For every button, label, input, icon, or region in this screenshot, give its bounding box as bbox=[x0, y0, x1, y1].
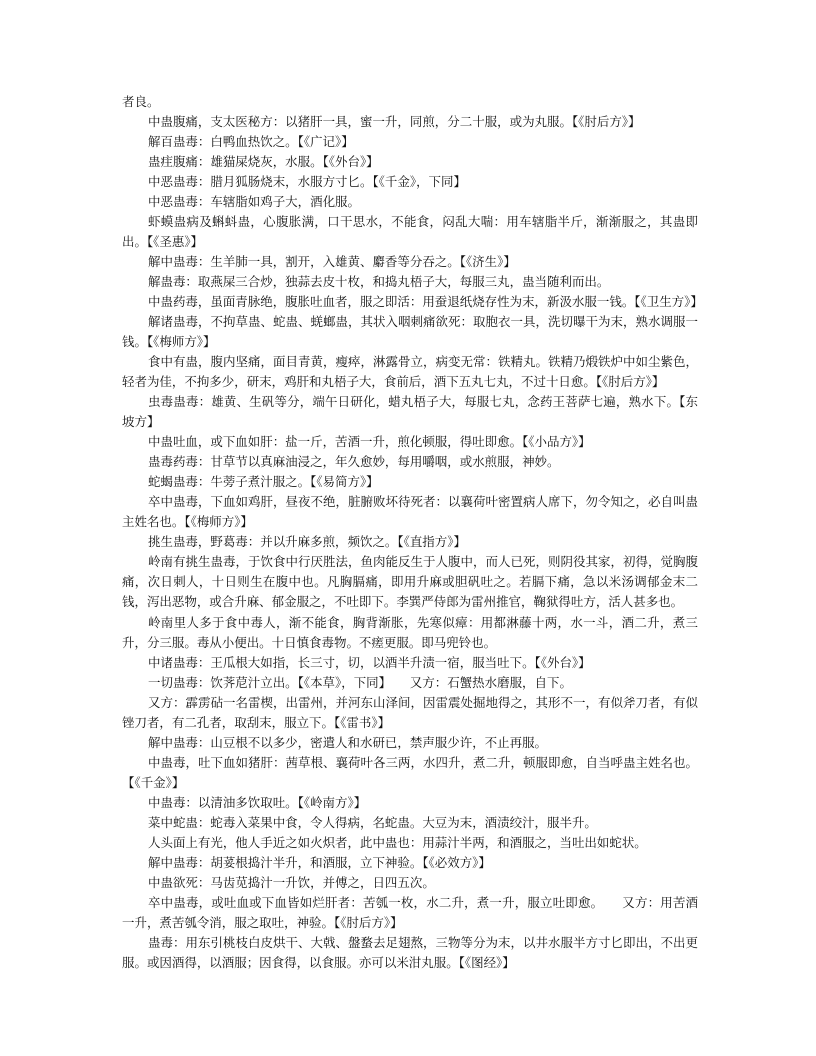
paragraph: 人头面上有光，他人手近之如火炽者，此中蛊也：用蒜汁半两，和酒服之，当吐出如蛇状。 bbox=[148, 835, 647, 850]
paragraph: 蛇蝎蛊毒：牛蒡子煮汁服之。【《易简方》】 bbox=[148, 474, 379, 489]
paragraph: 中蛊药毒，虽面青脉绝，腹胀吐血者，服之即活：用蚕退纸烧存性为末，新汲水服一钱。【《卫生方》】 bbox=[148, 294, 703, 309]
paragraph: 菜中蛇蛊：蛇毒入菜果中食，令人得病，名蛇蛊。大豆为末，酒渍绞汁，服半升。 bbox=[148, 815, 597, 830]
paragraph: 中恶蛊毒：车辖脂如鸡子大，酒化服。 bbox=[148, 194, 360, 209]
paragraph: 中蛊吐血，或下血如肝：盐一斤，苦酒一升，煎化顿服，得吐即愈。【《小品方》】 bbox=[148, 434, 591, 449]
paragraph: 食中有蛊，腹内坚痛，面目青黄，瘦瘁，淋露骨立，病变无常：铁精丸。铁精乃煅铁炉中如尘紫色，轻者为佳，不拘多少，研末，鸡肝和丸梧子大，食前后，酒下五丸七丸，不过十日愈。【《肘后方》】 bbox=[122, 354, 698, 390]
paragraph: 解中蛊毒：胡荽根捣汁半升，和酒服，立下神验。【《必效方》】 bbox=[148, 855, 491, 870]
paragraph: 又方：霹雳砧一名雷楔，出雷州，并河东山泽间，因雷震处掘地得之，其形不一，有似斧刀者，有似锉刀者，有二孔者，取刮末，服立下。【《雷书》】 bbox=[122, 695, 698, 731]
paragraph: 卒中蛊毒，或吐血或下血皆如烂肝者：苦瓠一枚，水二升，煮一升，服立吐即愈。 又方：用苦酒一升，煮苦瓠令消，服之取吐，神验。【《肘后方》】 bbox=[122, 895, 698, 931]
paragraph: 解百蛊毒：白鸭血热饮之。【《广记》】 bbox=[148, 134, 354, 149]
paragraph: 解诸蛊毒，不拘草蛊、蛇蛊、蜣螂蛊，其状入咽刺痛欲死：取胞衣一具，洗切曝干为末，熟水调服一钱。【《梅师方》】 bbox=[122, 314, 698, 350]
paragraph: 中蛊毒，吐下血如猪肝：茜草根、襄荷叶各三两，水四升，煮二升，顿服即愈，自当呼蛊主姓名也。【《千金》】 bbox=[122, 755, 698, 791]
paragraph: 中蛊欲死：马齿苋捣汁一升饮，并傅之，日四五次。 bbox=[148, 875, 435, 890]
paragraph: 岭南有挑生蛊毒，于饮食中行厌胜法，鱼肉能反生于人腹中，而人已死，则阴役其家，初得，觉胸腹痛，次日刺人，十日则生在腹中也。凡胸膈痛，即用升麻或胆矾吐之。若膈下痛，急以米汤调郁金末二钱，泻出恶物，或合升麻、郁金服之，不吐即下。李巽严侍郎为雷州推官，鞠狱得吐方，活人甚多也。 bbox=[122, 554, 698, 610]
paragraph: 蛊疰腹痛：雄猫屎烧灰，水服。【《外台》】 bbox=[148, 154, 379, 169]
paragraph: 解中蛊毒：山豆根不以多少，密遣人和水研已，禁声服少许，不止再服。 bbox=[148, 735, 548, 750]
paragraph: 虫毒蛊毒：雄黄、生矾等分，端午日研化，蜡丸梧子大，每服七丸，念药王菩萨七遍，熟水下。【东坡方】 bbox=[122, 394, 698, 430]
paragraph: 蛊毒：用东引桃枝白皮烘干、大戟、盤蝥去足翅熬，三物等分为末，以井水服半方寸匕即出，不出更服。或因酒得，以酒服；因食得，以食服。亦可以米泔丸服。【《图经》】 bbox=[122, 935, 698, 971]
paragraph: 者良。 bbox=[122, 94, 160, 109]
paragraph: 中蛊腹痛，支太医秘方：以猪肝一具，蜜一升，同煎，分二十服，或为丸服。【《肘后方》】 bbox=[148, 114, 641, 129]
paragraph: 挑生蛊毒，野葛毒：并以升麻多煎，频饮之。【《直指方》】 bbox=[148, 534, 466, 549]
paragraph: 中蛊毒：以清油多饮取吐。【《岭南方》】 bbox=[148, 795, 367, 810]
paragraph: 中恶蛊毒：腊月狐肠烧末，水服方寸匕。【《千金》，下同】 bbox=[148, 174, 466, 189]
paragraph: 解中蛊毒：生羊肺一具，割开，入雄黄、麝香等分吞之。【《济生》】 bbox=[148, 254, 516, 269]
paragraph: 岭南里人多于食中毒人，渐不能食，胸背渐胀，先寒似瘴：用都淋藤十两，水一斗，酒二升，煮三升，分三服。毒从小便出。十日慎食毒物。不瘥更服。即马兜铃也。 bbox=[122, 615, 698, 651]
paragraph: 一切蛊毒：饮荠苨汁立出。【《本草》，下同】 又方：石蟹热水磨服，自下。 bbox=[148, 675, 572, 690]
paragraph: 中诸蛊毒：王瓜根大如指，长三寸，切，以酒半升渍一宿，服当吐下。【《外台》】 bbox=[148, 655, 591, 670]
paragraph: 卒中蛊毒，下血如鸡肝，昼夜不绝，脏腑败坏待死者：以襄荷叶密置病人席下，勿令知之，必自叫蛊主姓名也。【《梅师方》】 bbox=[122, 494, 698, 530]
paragraph: 虾蟆蛊病及蝌蚪蛊，心腹胀满，口干思水，不能食，闷乱大喘：用车辖脂半斤，渐渐服之，其蛊即出。【《圣惠》】 bbox=[122, 214, 698, 250]
paragraph: 解蛊毒：取燕屎三合炒，独蒜去皮十枚，和捣丸梧子大，每服三丸，蛊当随利而出。 bbox=[148, 274, 610, 289]
paragraph: 蛊毒药毒：甘草节以真麻油浸之，年久愈妙，每用嚼咽，或水煎服，神妙。 bbox=[148, 454, 560, 469]
